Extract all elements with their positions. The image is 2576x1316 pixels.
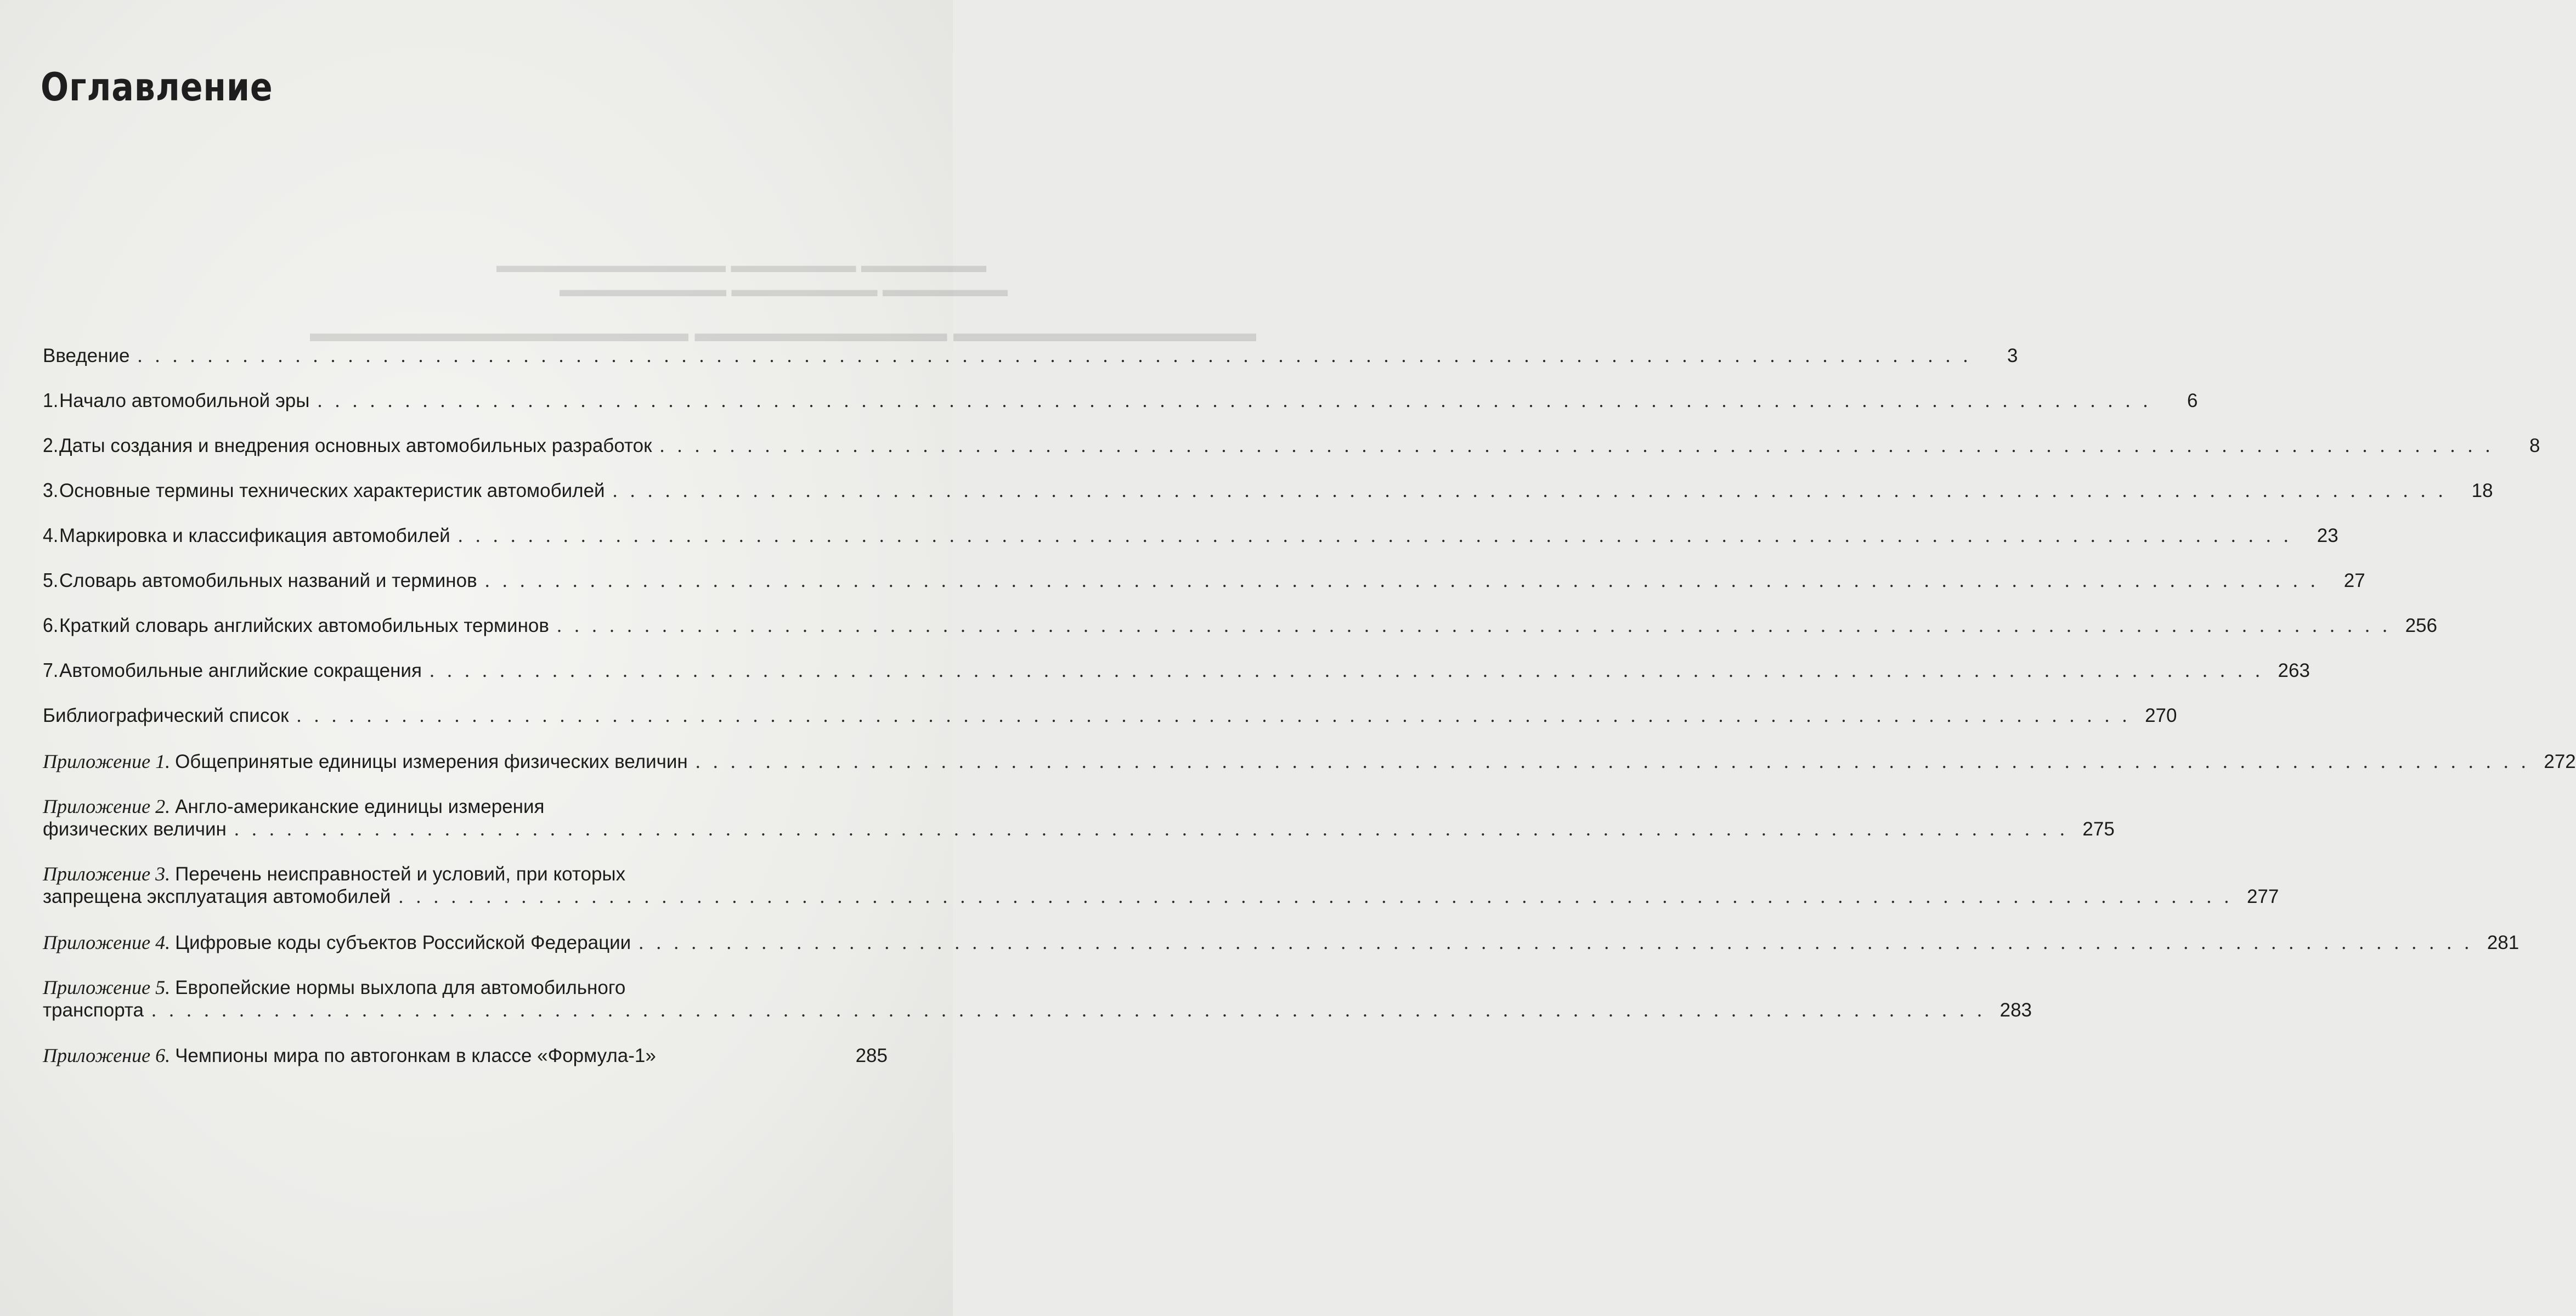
toc-chapter-number: 1.	[43, 389, 59, 411]
toc-page-number: 281	[2487, 932, 2519, 953]
toc-appendix-title-continued: транспорта	[43, 999, 144, 1021]
toc-leader-dots	[234, 818, 2069, 840]
toc-page-number: 277	[2246, 886, 2279, 907]
toc-appendix-label: Приложение 1.	[43, 750, 171, 772]
toc-entry-title: Словарь автомобильных названий и терминов	[59, 570, 477, 591]
toc-leader-dots	[137, 344, 1971, 366]
toc-appendix-title: Общепринятые единицы измерения физических величин	[175, 751, 688, 772]
toc-appendix-label: Приложение 4.	[43, 931, 171, 953]
toc-appendix-label: Приложение 5.	[43, 976, 171, 998]
toc-entry-chapter-1[interactable]	[43, 389, 2198, 412]
toc-appendix-title: Англо-американские единицы измерения	[175, 796, 545, 817]
toc-appendix-title: Европейские нормы выхлопа для автомобильного	[175, 977, 626, 998]
toc-chapter-number: 5.	[43, 569, 59, 591]
toc-entry-chapter-4[interactable]	[43, 524, 2338, 547]
toc-chapter-number: 7.	[43, 659, 59, 681]
toc-leader-dots	[151, 999, 1986, 1021]
toc-page-number: 23	[2317, 525, 2338, 546]
toc-entry-appendix-3[interactable]	[43, 863, 2279, 908]
toc-leader-dots	[613, 479, 2447, 501]
toc-entry-appendix-4[interactable]	[43, 931, 2519, 954]
page-title: Оглавление	[41, 65, 273, 110]
toc-chapter-number: 6.	[43, 614, 59, 636]
toc-entry-title: Даты создания и внедрения основных автомобильных разработок	[59, 435, 652, 456]
toc-chapter-number: 2.	[43, 434, 59, 456]
toc-page-number: 270	[2145, 705, 2177, 726]
toc-entry-title: Введение	[43, 345, 130, 366]
toc-page-number: 272	[2544, 751, 2576, 772]
toc-entry-title	[43, 931, 631, 954]
show-through-text: ▬▬▬▬▬▬▬▬▬▬▬▬ ▬▬▬▬▬▬▬▬▬▬ ▬▬▬▬▬▬▬▬▬▬▬▬▬▬▬	[310, 319, 1256, 347]
toc-leader-dots	[696, 750, 2530, 772]
toc-entry-appendix-5[interactable]	[43, 976, 2032, 1021]
toc-appendix-label: Приложение 3.	[43, 863, 171, 885]
toc-entry-title: Основные термины технических характеристик автомобилей	[59, 480, 605, 501]
toc-entry-appendix-1[interactable]	[43, 750, 2576, 773]
toc-appendix-title: Чемпионы мира по автогонкам в классе «Формула-1»	[175, 1045, 656, 1066]
toc-leader-dots	[430, 659, 2264, 681]
toc-entry-introduction[interactable]	[43, 344, 2018, 367]
toc-leader-dots	[458, 524, 2292, 546]
toc-entry-title	[43, 1044, 656, 1067]
toc-leader-dots	[297, 704, 2131, 726]
toc-page-number: 283	[1999, 999, 2032, 1021]
toc-leader-dots	[485, 569, 2319, 591]
toc-entry-title	[43, 750, 688, 773]
toc-entry-title: Маркировка и классификация автомобилей	[59, 525, 450, 546]
show-through-text: ▬▬▬▬▬▬ ▬▬▬▬▬▬▬ ▬▬▬▬▬▬▬▬	[560, 278, 1008, 301]
toc-entry-title: Автомобильные английские сокращения	[59, 660, 422, 681]
toc-leader-dots	[398, 885, 2233, 907]
show-through-text: ▬▬▬▬▬▬ ▬▬▬▬▬▬ ▬▬▬▬▬▬▬▬▬▬▬	[496, 254, 986, 277]
toc-entry-chapter-5[interactable]	[43, 569, 2365, 592]
toc-entry-chapter-2[interactable]	[43, 434, 2540, 457]
toc-chapter-number: 4.	[43, 524, 59, 546]
toc-appendix-title-continued: физических величин	[43, 818, 227, 840]
toc-entry-chapter-7[interactable]	[43, 659, 2310, 682]
toc-page-number: 3	[2007, 345, 2018, 366]
toc-page-number: 285	[855, 1045, 888, 1066]
toc-appendix-label: Приложение 6.	[43, 1044, 171, 1066]
toc-appendix-title: Цифровые коды субъектов Российской Федерации	[175, 932, 631, 953]
toc-page-number: 27	[2343, 570, 2365, 591]
toc-page-number: 263	[2278, 660, 2310, 681]
toc-entry-appendix-6[interactable]	[43, 1044, 888, 1067]
toc-page-number: 18	[2471, 480, 2493, 501]
toc-entry-chapter-6[interactable]	[43, 614, 2437, 637]
toc-entry-bibliography[interactable]	[43, 704, 2177, 727]
toc-chapter-number: 3.	[43, 479, 59, 501]
toc-leader-dots	[659, 434, 2494, 456]
toc-page-number: 8	[2529, 435, 2540, 456]
toc-entry-title: Библиографический список	[43, 705, 289, 726]
toc-entry-appendix-2[interactable]	[43, 795, 2115, 840]
toc-leader-dots	[557, 614, 2391, 636]
toc-leader-dots	[639, 931, 2473, 953]
toc-appendix-title: Перечень неисправностей и условий, при которых	[175, 863, 626, 885]
toc-page-number: 275	[2082, 818, 2115, 840]
toc-entry-title: Краткий словарь английских автомобильных терминов	[59, 615, 549, 636]
toc-appendix-label: Приложение 2.	[43, 795, 171, 817]
toc-page-number: 6	[2187, 390, 2198, 411]
toc-entry-title: Начало автомобильной эры	[59, 390, 310, 411]
toc-appendix-title-continued: запрещена эксплуатация автомобилей	[43, 886, 391, 907]
toc-leader-dots	[317, 389, 2151, 411]
toc-entry-chapter-3[interactable]	[43, 479, 2493, 502]
toc-page-number: 256	[2405, 615, 2437, 636]
